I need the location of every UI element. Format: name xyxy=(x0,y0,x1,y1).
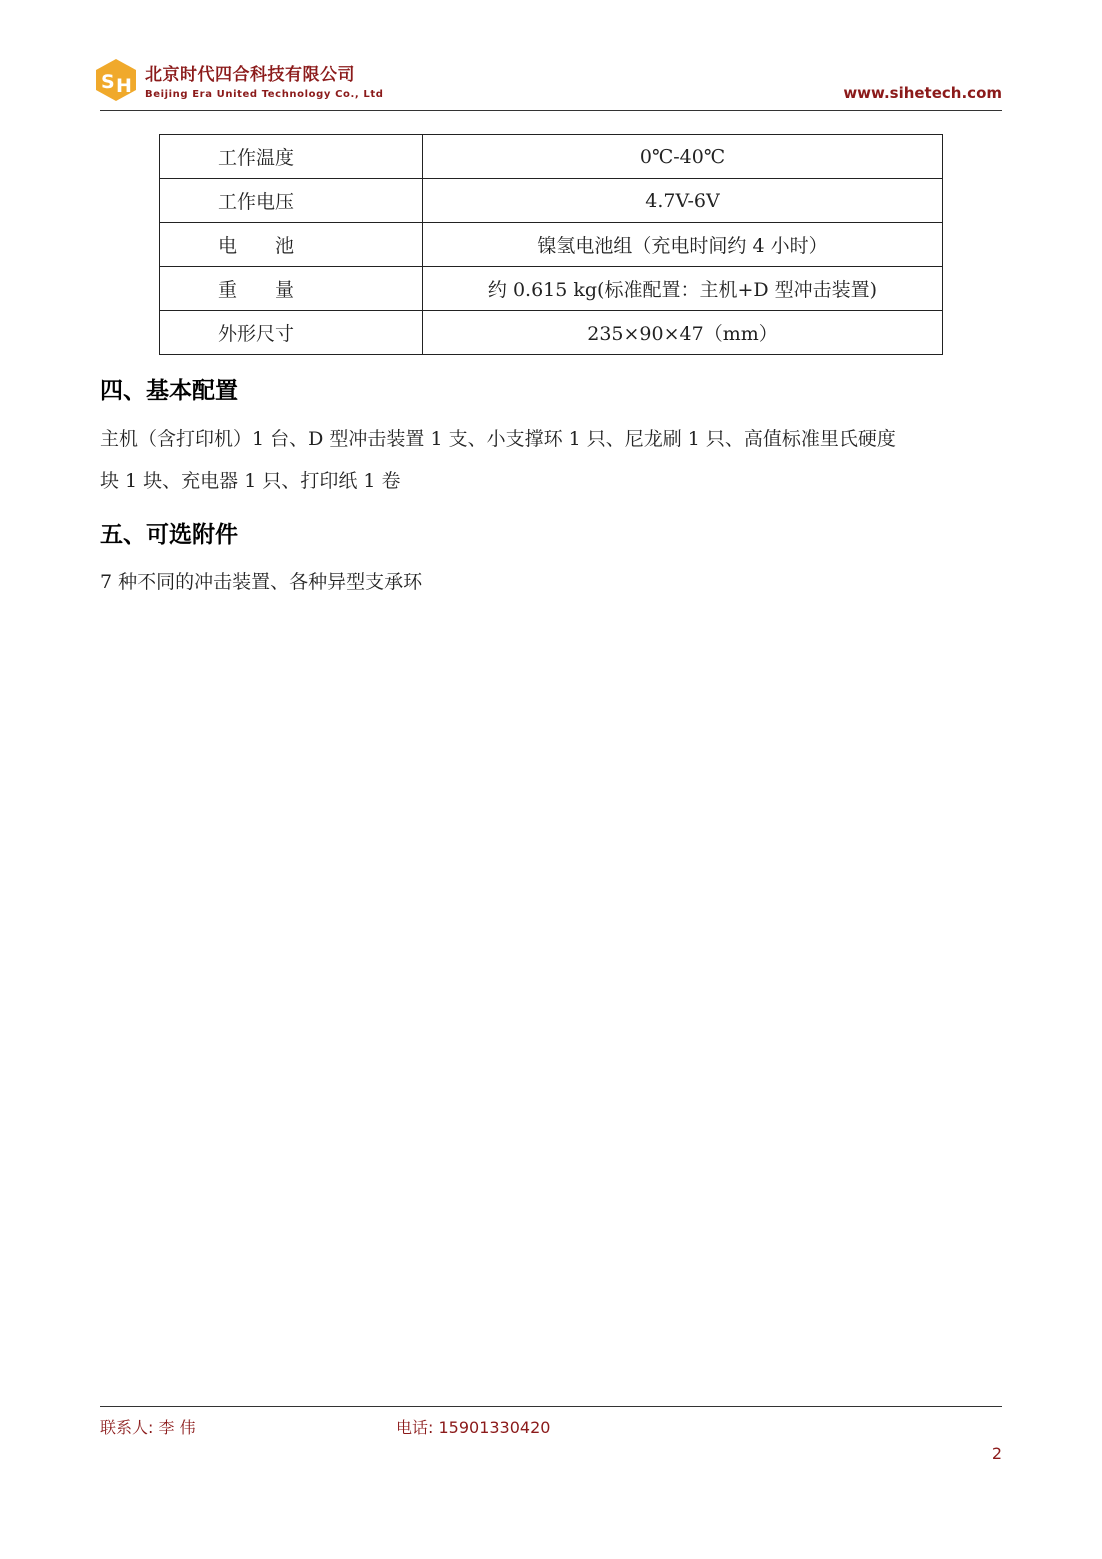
basic-config-line-1: 主机（含打印机）1 台、D 型冲击装置 1 支、小支撑环 1 只、尼龙刷 1 只、高值标准里氏硬度 xyxy=(100,428,896,450)
optional-accessories-text: 7 种不同的冲击装置、各种异型支承环 xyxy=(100,571,423,593)
website-link[interactable]: www.sihetech.com xyxy=(843,84,1002,102)
section-title-optional-accessories: 五、可选附件 xyxy=(100,522,238,548)
svg-text:H: H xyxy=(116,75,132,97)
spec-value: 约 0.615 kg(标准配置：主机+D 型冲击装置) xyxy=(423,267,943,311)
spec-value: 0℃-40℃ xyxy=(423,135,943,179)
svg-text:S: S xyxy=(101,71,115,93)
spec-table xyxy=(159,134,943,355)
page-footer xyxy=(100,1406,1002,1463)
section-title-basic-config: 四、基本配置 xyxy=(100,378,238,404)
table-row xyxy=(160,223,943,267)
spec-label: 工作温度 xyxy=(160,135,423,179)
table-row xyxy=(160,311,943,355)
spec-label: 电 池 xyxy=(160,223,423,267)
company-name-en: Beijing Era United Technology Co., Ltd xyxy=(145,89,384,100)
contact-person: 联系人: 李 伟 xyxy=(100,1418,196,1437)
basic-config-line-2: 块 1 块、充电器 1 只、打印纸 1 卷 xyxy=(100,470,401,492)
page-header xyxy=(100,58,1002,111)
spec-value: 235×90×47（mm） xyxy=(423,311,943,355)
spec-label: 重 量 xyxy=(160,267,423,311)
spec-value: 4.7V-6V xyxy=(423,179,943,223)
table-row xyxy=(160,267,943,311)
contact-phone: 电话: 15901330420 xyxy=(396,1418,551,1437)
page-number: 2 xyxy=(991,1444,1002,1463)
sh-logo-icon xyxy=(95,58,137,102)
company-name-cn: 北京时代四合科技有限公司 xyxy=(145,65,355,85)
spec-label: 外形尺寸 xyxy=(160,311,423,355)
spec-label: 工作电压 xyxy=(160,179,423,223)
table-row xyxy=(160,179,943,223)
spec-value: 镍氢电池组（充电时间约 4 小时） xyxy=(423,223,943,267)
table-row xyxy=(160,135,943,179)
